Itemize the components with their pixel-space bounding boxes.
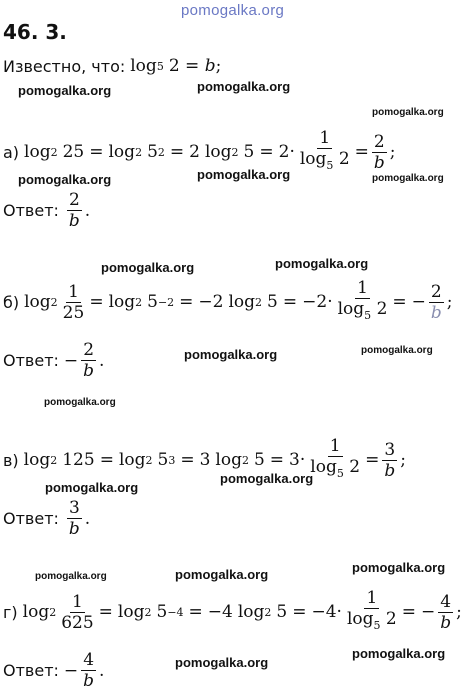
part-v-answer xyxy=(3,498,90,539)
denominator: b xyxy=(384,460,396,481)
fraction xyxy=(372,132,387,173)
equals: = xyxy=(292,602,307,622)
fraction xyxy=(336,278,390,326)
argument: 2 xyxy=(338,149,350,169)
log: log xyxy=(22,602,50,622)
exponent: 2 xyxy=(157,145,165,159)
dot: · xyxy=(289,142,295,162)
base: 2 xyxy=(231,145,239,159)
equals: = xyxy=(365,450,380,470)
answer-label: Ответ: xyxy=(3,509,59,528)
argument: 5 xyxy=(157,450,169,470)
equals: = xyxy=(401,602,416,622)
watermark: pomogalka.org xyxy=(175,655,269,670)
equals: = xyxy=(98,602,113,622)
argument: 5 xyxy=(156,602,168,622)
log: log xyxy=(118,450,146,470)
argument: 25 xyxy=(62,142,85,162)
part-label: а) xyxy=(3,142,20,162)
denominator: 625 xyxy=(61,612,94,633)
semicolon: ; xyxy=(446,292,453,312)
log: log xyxy=(337,299,365,319)
numerator: 2 xyxy=(373,131,385,152)
minus: − xyxy=(63,350,79,371)
semicolon: ; xyxy=(400,450,406,470)
given-log: log xyxy=(130,56,157,76)
period: . xyxy=(84,508,91,529)
base: 5 xyxy=(326,159,334,172)
coefficient: −4 xyxy=(311,602,337,622)
answer-label: Ответ: xyxy=(3,351,59,370)
equals: = xyxy=(282,292,298,312)
argument: 125 xyxy=(62,450,95,470)
equals: = xyxy=(188,602,203,622)
denominator: b xyxy=(68,519,80,539)
equals: = xyxy=(259,142,274,162)
given-end: ; xyxy=(215,56,222,76)
minus: − xyxy=(411,292,426,312)
argument: 5 xyxy=(147,292,158,312)
answer-fraction xyxy=(81,340,96,381)
numerator: 4 xyxy=(440,591,452,612)
watermark: pomogalka.org xyxy=(175,567,269,582)
equals: = xyxy=(89,142,104,162)
equals: = xyxy=(179,292,194,312)
period: . xyxy=(99,350,105,371)
coefficient: 3 xyxy=(289,450,300,470)
minus: − xyxy=(63,660,79,681)
fraction xyxy=(438,592,453,633)
part-b-equation xyxy=(3,278,453,326)
base: 2 xyxy=(145,453,153,467)
fraction xyxy=(298,128,352,176)
base: 2 xyxy=(255,295,263,309)
log: log xyxy=(108,142,136,162)
log: log xyxy=(24,292,51,312)
answer-fraction xyxy=(67,190,82,231)
coefficient: −2 xyxy=(302,292,328,312)
denominator: b xyxy=(83,671,95,691)
base: 2 xyxy=(49,605,57,619)
base: 2 xyxy=(50,295,58,309)
numerator: 1 xyxy=(329,436,341,456)
argument-fraction xyxy=(59,592,95,633)
fraction xyxy=(382,440,397,481)
base: 5 xyxy=(373,619,381,632)
base: 2 xyxy=(264,605,272,619)
argument-fraction xyxy=(61,282,87,323)
fraction xyxy=(429,282,444,323)
watermark: pomogalka.org xyxy=(275,256,369,271)
base: 2 xyxy=(135,145,143,159)
semicolon: ; xyxy=(456,602,462,622)
base: 5 xyxy=(364,309,372,322)
denominator: b xyxy=(430,302,442,323)
base: 2 xyxy=(144,605,152,619)
numerator: 2 xyxy=(83,340,95,360)
given-arg: 2 xyxy=(168,56,180,76)
log: log xyxy=(299,149,327,169)
watermark: pomogalka.org xyxy=(18,83,112,98)
coefficient: 2 xyxy=(189,142,200,162)
argument: 2 xyxy=(376,299,388,319)
answer-fraction xyxy=(67,498,82,539)
exponent: −2 xyxy=(157,295,175,309)
coefficient: −4 xyxy=(207,602,233,622)
log: log xyxy=(346,609,374,629)
argument: 5 xyxy=(276,602,288,622)
numerator: 1 xyxy=(366,588,378,608)
watermark: pomogalka.org xyxy=(220,471,314,486)
argument: 5 xyxy=(147,142,158,162)
numerator: 2 xyxy=(430,281,442,302)
log: log xyxy=(108,292,136,312)
watermark: pomogalka.org xyxy=(184,347,278,362)
watermark: pomogalka.org xyxy=(372,107,444,118)
watermark: pomogalka.org xyxy=(35,571,107,582)
numerator: 3 xyxy=(68,498,80,518)
dot: · xyxy=(336,602,342,622)
dot: · xyxy=(299,450,306,470)
log: log xyxy=(215,450,242,470)
watermark: pomogalka.org xyxy=(352,560,446,575)
equals: = xyxy=(354,142,369,162)
given-statement xyxy=(3,56,221,76)
given-var: b xyxy=(204,56,216,76)
log: log xyxy=(24,142,51,162)
base: 2 xyxy=(50,145,58,159)
numerator: 1 xyxy=(319,128,331,148)
watermark: pomogalka.org xyxy=(197,167,291,182)
log: log xyxy=(237,602,265,622)
denominator xyxy=(345,609,399,636)
watermark: pomogalka.org xyxy=(197,79,291,94)
equals: = xyxy=(392,292,407,312)
coefficient: 2 xyxy=(278,142,290,162)
minus: − xyxy=(421,602,436,622)
answer-fraction xyxy=(81,650,96,691)
base: 2 xyxy=(50,453,58,467)
answer-label: Ответ: xyxy=(3,661,59,680)
equals: = xyxy=(269,450,285,470)
base: 2 xyxy=(135,295,143,309)
log: log xyxy=(228,292,256,312)
equals: = xyxy=(180,450,195,470)
denominator: 25 xyxy=(62,302,85,323)
answer-label: Ответ: xyxy=(3,201,59,220)
fraction xyxy=(308,436,362,484)
part-a-equation xyxy=(3,128,396,176)
denominator: b xyxy=(373,152,385,173)
dot: · xyxy=(327,292,333,312)
period: . xyxy=(99,660,105,681)
numerator: 4 xyxy=(83,650,95,670)
part-label: в) xyxy=(3,450,19,470)
given-prefix: Известно, что: xyxy=(3,56,126,76)
watermark: pomogalka.org xyxy=(181,2,285,19)
denominator: b xyxy=(440,612,452,633)
period: . xyxy=(84,200,91,221)
log: log xyxy=(204,142,232,162)
numerator: 3 xyxy=(384,439,396,460)
part-label: б) xyxy=(3,292,20,312)
base: 5 xyxy=(336,467,344,480)
equals: = xyxy=(99,450,114,470)
exponent: 3 xyxy=(168,453,176,467)
denominator xyxy=(336,299,390,326)
exponent: −4 xyxy=(167,605,184,619)
part-v-equation xyxy=(3,436,406,484)
part-label: г) xyxy=(3,602,18,622)
argument: 2 xyxy=(349,457,361,477)
equals: = xyxy=(89,292,104,312)
numerator: 1 xyxy=(68,281,79,302)
part-b-answer xyxy=(3,340,104,381)
coefficient: 3 xyxy=(199,450,211,470)
given-equals: = xyxy=(179,56,205,76)
part-a-answer xyxy=(3,190,90,231)
equals: = xyxy=(169,142,185,162)
log: log xyxy=(310,457,337,477)
watermark: pomogalka.org xyxy=(18,172,112,187)
argument: 5 xyxy=(267,292,278,312)
argument: 5 xyxy=(253,450,265,470)
part-g-equation xyxy=(3,588,462,636)
problem-number: 46. 3. xyxy=(3,20,67,44)
part-g-answer xyxy=(3,650,104,691)
log: log xyxy=(117,602,145,622)
numerator: 2 xyxy=(68,190,80,210)
argument: 5 xyxy=(243,142,255,162)
given-base: 5 xyxy=(156,59,164,73)
watermark: pomogalka.org xyxy=(352,646,446,661)
watermark: pomogalka.org xyxy=(372,173,444,184)
log: log xyxy=(23,450,51,470)
watermark: pomogalka.org xyxy=(361,345,433,356)
watermark: pomogalka.org xyxy=(45,480,139,495)
argument: 2 xyxy=(385,609,397,629)
denominator: b xyxy=(83,361,95,381)
denominator xyxy=(298,149,352,176)
watermark: pomogalka.org xyxy=(101,260,195,275)
denominator xyxy=(308,457,362,484)
numerator: 1 xyxy=(72,591,83,612)
watermark: pomogalka.org xyxy=(44,397,116,408)
fraction xyxy=(345,588,399,636)
base: 2 xyxy=(241,453,249,467)
denominator: b xyxy=(68,211,80,231)
semicolon: ; xyxy=(389,142,396,162)
coefficient: −2 xyxy=(198,292,224,312)
numerator: 1 xyxy=(357,278,368,298)
